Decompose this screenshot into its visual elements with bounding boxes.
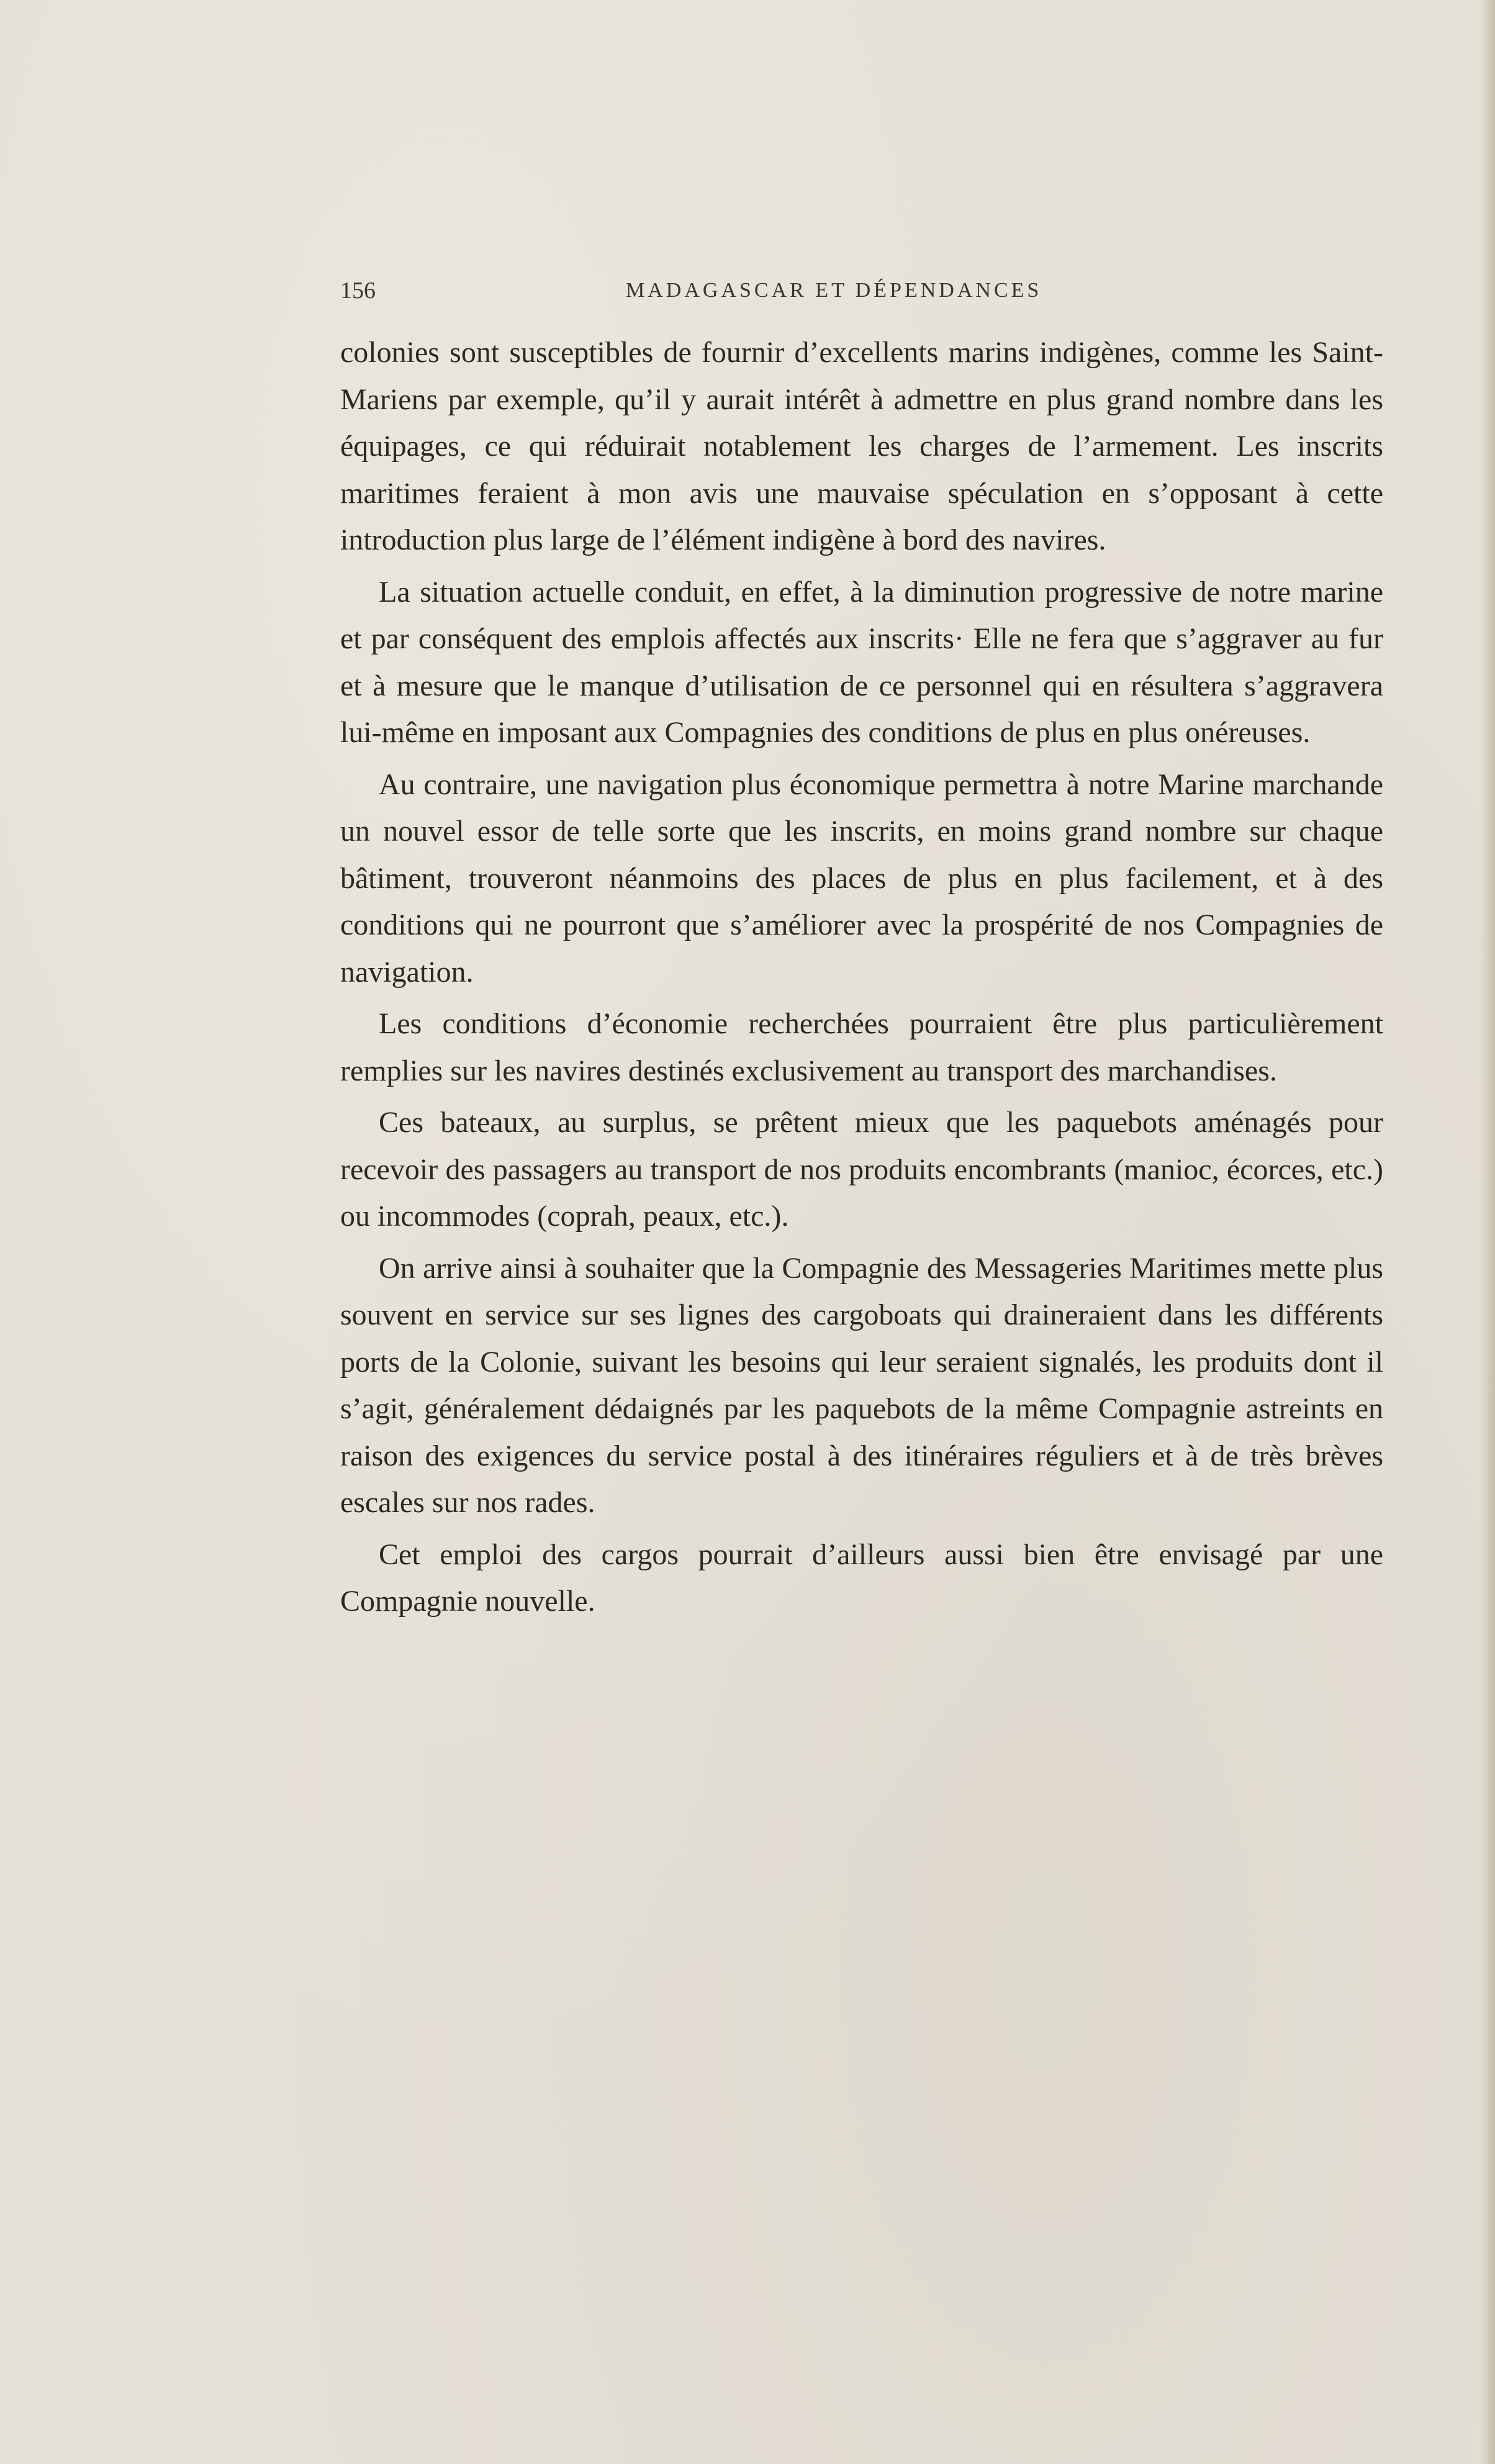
paragraph-5: Ces bateaux, au surplus, se prêtent mieux que les paquebots aménagés pour recevoir des passagers au transport de nos produits encombrants (manioc, écorces, etc.) ou incommodes (coprah, peaux, etc.). (340, 1106, 1383, 1233)
running-title: MADAGASCAR ET DÉPENDANCES (626, 279, 1042, 302)
page-edge-shadow (1480, 0, 1495, 2464)
paragraph-2: La situation actuelle conduit, en effet, à la diminution progressive de notre marine et par conséquent des emplois affectés aux inscrits· Elle ne fera que s’aggraver au fur et à mesure que le manque d’utilisation de ce personnel qui en résultera s’aggravera lui-même en imposant aux Compagnies des conditions de plus en plus onéreuses. (340, 575, 1383, 749)
paragraph-3: Au contraire, une navigation plus économique permettra à notre Marine marchande un nouvel essor de telle sorte que les inscrits, en moins grand nombre sur chaque bâtiment, trouveront néanmoins des places de plus en plus facilement, et à des conditions qui ne pourront que s’améliorer avec la prospérité de nos Compagnies de navigation. (340, 768, 1383, 989)
paragraph-4: Les conditions d’économie recherchées pourraient être plus particulièrement remplies sur les navires destinés exclusivement au transport des marchandises. (340, 1007, 1383, 1087)
body-text (340, 329, 1383, 1630)
paragraph-1: colonies sont susceptibles de fournir d’excellents marins indigènes, comme les Saint-Mariens par exemple, qu’il y aurait intérêt à admettre en plus grand nombre dans les équipages, ce qui réduirait notablement les charges de l’armement. Les inscrits maritimes feraient à mon avis une mauvaise spéculation en s’opposant à cette introduction plus large de l’élément indigène à bord des navires. (340, 336, 1383, 556)
page-number: 156 (340, 278, 376, 304)
paragraph-7: Cet emploi des cargos pourrait d’ailleurs aussi bien être envisagé par une Compagnie nouvelle. (340, 1538, 1383, 1618)
paragraph-6: On arrive ainsi à souhaiter que la Compagnie des Messageries Maritimes mette plus souvent en service sur ses lignes des cargoboats qui draineraient dans les différents ports de la Colonie, suivant les besoins qui leur seraient signalés, les produits dont il s’agit, généralement dédaignés par les paquebots de la même Compagnie astreints en raison des exigences du service postal à des itinéraires réguliers et à de très brèves escales sur nos rades. (340, 1251, 1383, 1519)
running-head (340, 271, 1383, 310)
